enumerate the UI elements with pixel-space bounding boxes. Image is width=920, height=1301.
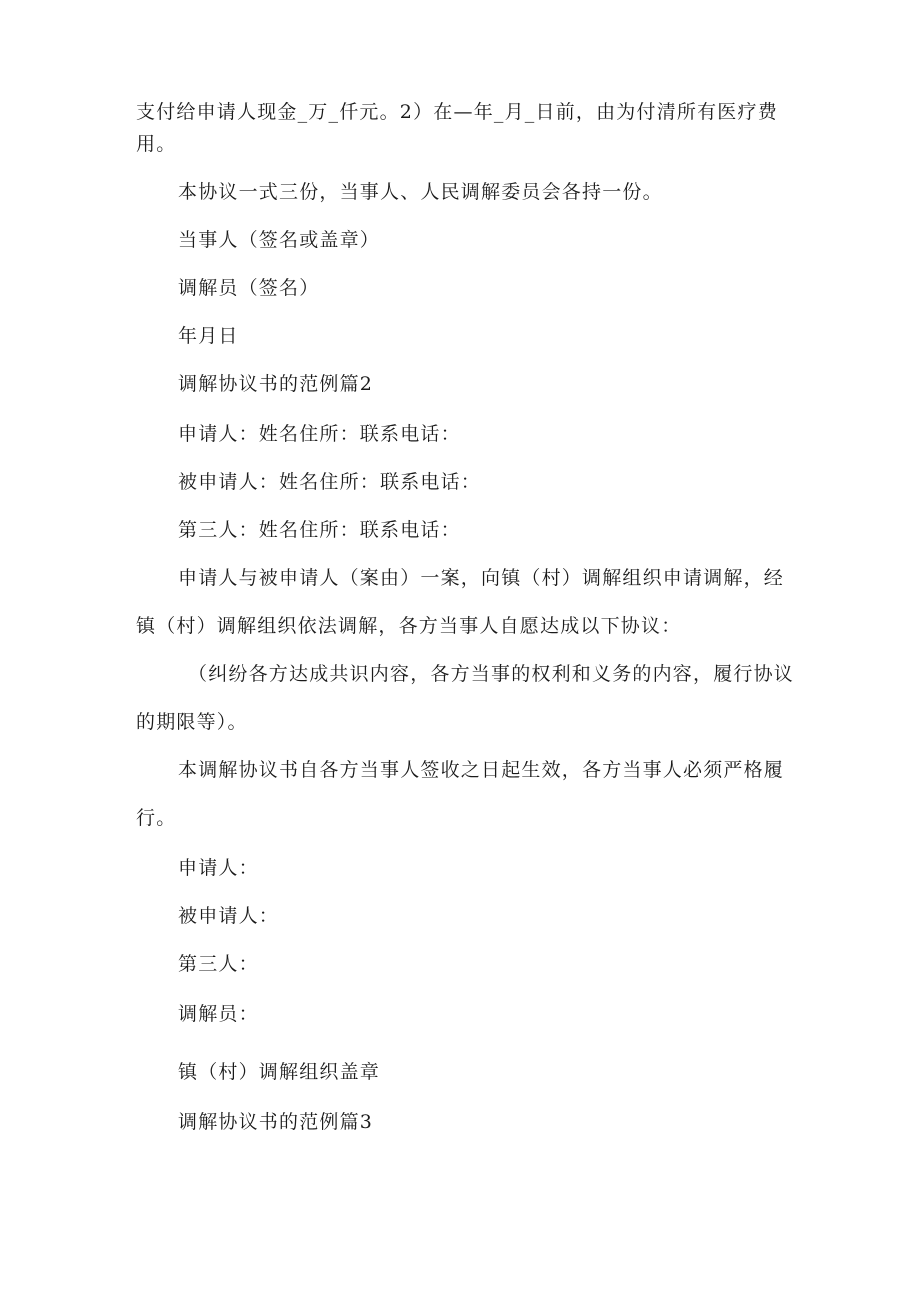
text-line-applicant-info: 申请人：姓名住所：联系电话： xyxy=(178,423,461,445)
text-line-respondent-info: 被申请人：姓名住所：联系电话： xyxy=(178,471,482,493)
text-line-case-intro: 申请人与被申请人（案由）一案，向镇（村）调解组织申请调解，经 xyxy=(178,567,785,589)
text-line-third-party-info: 第三人：姓名住所：联系电话： xyxy=(178,519,461,541)
section-heading-example-3: 调解协议书的范例篇3 xyxy=(178,1111,374,1133)
text-line-effective-cont: 行。 xyxy=(136,807,177,829)
text-line-mediator-signature: 调解员（签名） xyxy=(178,277,320,299)
signature-applicant: 申请人： xyxy=(178,857,259,879)
text-line-date: 年月日 xyxy=(178,325,239,347)
signature-mediator: 调解员： xyxy=(178,1003,259,1025)
text-line-payment-end: 用。 xyxy=(136,133,177,155)
text-line-party-signature: 当事人（签名或盖章） xyxy=(178,229,381,251)
signature-respondent: 被申请人： xyxy=(178,905,280,927)
text-line-case-intro-cont: 镇（村）调解组织依法调解，各方当事人自愿达成以下协议： xyxy=(136,615,682,637)
section-heading-example-2: 调解协议书的范例篇2 xyxy=(178,373,374,395)
text-line-copies: 本协议一式三份，当事人、人民调解委员会各持一份。 xyxy=(178,181,663,203)
text-line-payment-cont: 支付给申请人现金_万_仟元。2）在—年_月_日前，由为付清所有医疗费 xyxy=(136,101,778,123)
text-line-effective: 本调解协议书自各方当事人签收之日起生效，各方当事人必须严格履 xyxy=(178,759,785,781)
text-line-agreement-content: （纠纷各方达成共识内容，各方当事的权利和义务的内容，履行协议 xyxy=(188,663,795,685)
signature-third-party: 第三人： xyxy=(178,953,259,975)
seal-mediation-org: 镇（村）调解组织盖章 xyxy=(178,1061,381,1083)
text-line-agreement-content-cont: 的期限等）。 xyxy=(136,711,248,733)
